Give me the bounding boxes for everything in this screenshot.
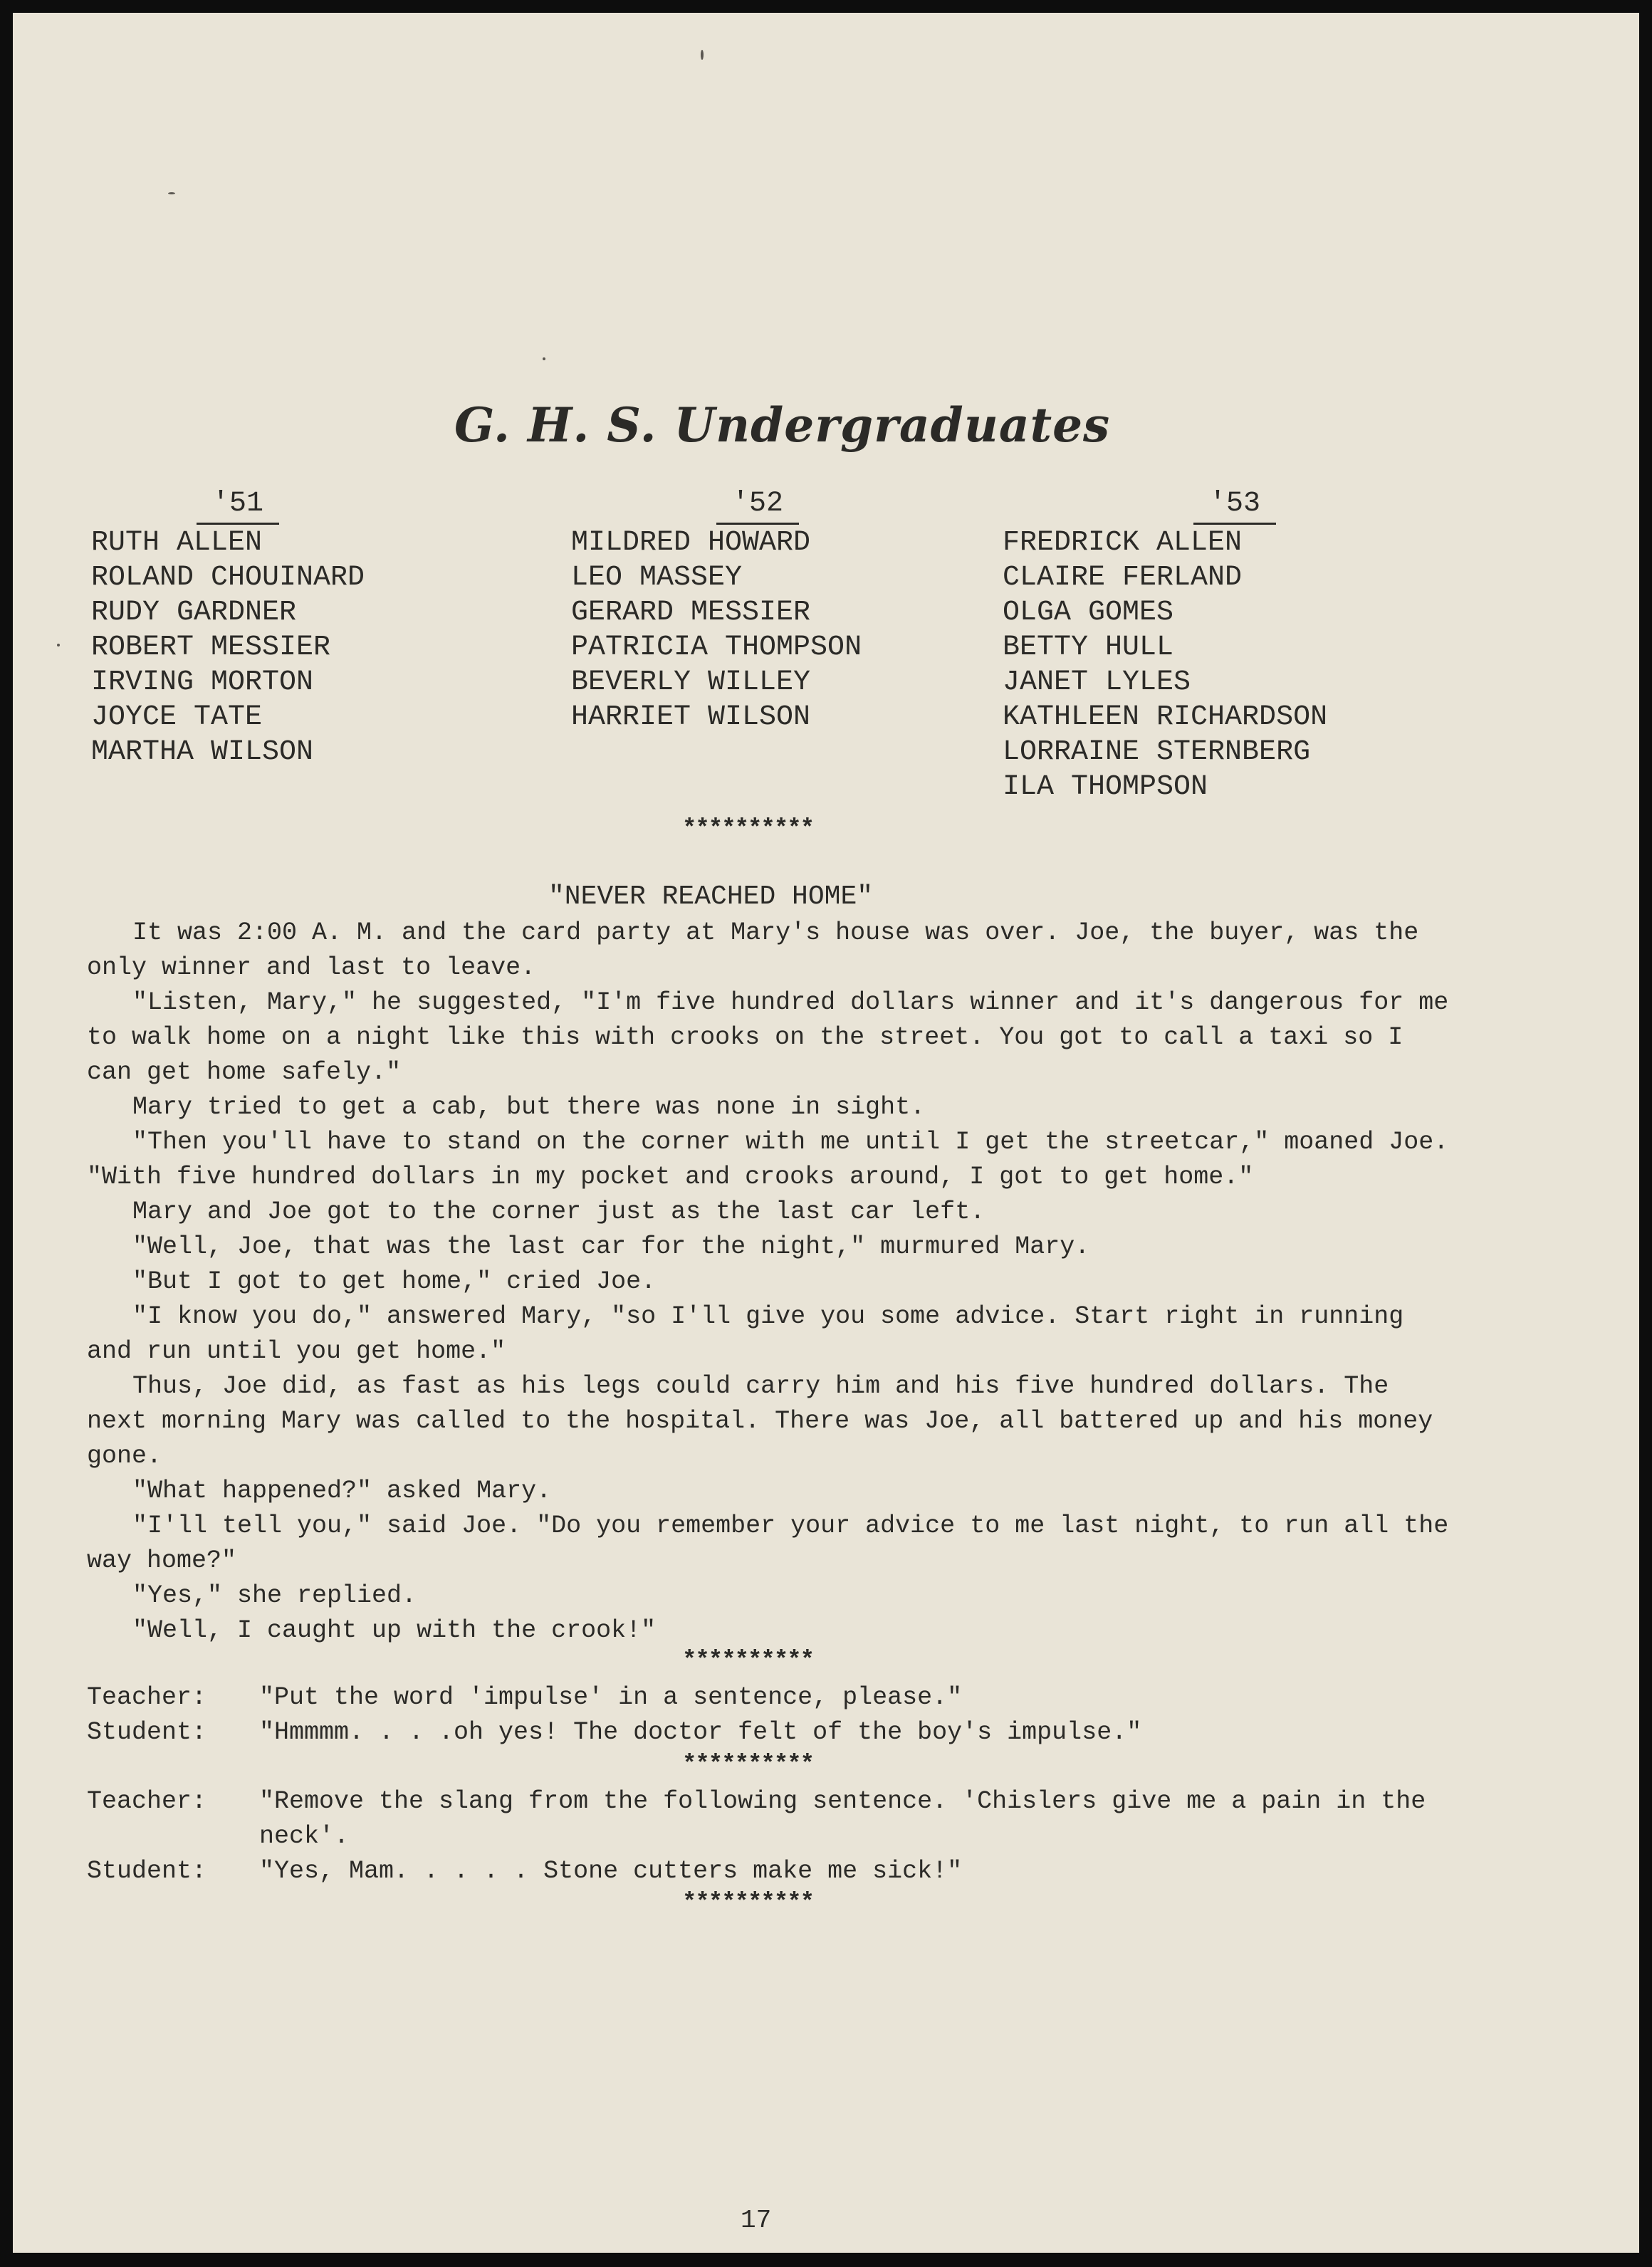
student-name: KATHLEEN RICHARDSON <box>1003 701 1328 733</box>
student-name: FREDRICK ALLEN <box>1003 527 1243 559</box>
print-speck <box>57 644 60 646</box>
class-year-heading: '53 <box>1193 486 1276 525</box>
yearbook-page <box>13 13 1639 2253</box>
story-paragraph: Mary tried to get a cab, but there was none in sight. <box>132 1093 926 1121</box>
story-paragraph: "Listen, Mary," he suggested, "I'm five hundred dollars winner and it's dangerous for me to walk home on a night like this with crooks on the street. You got to call a taxi so I can get home safely." <box>87 988 1449 1087</box>
student-name: MARTHA WILSON <box>91 736 314 768</box>
student-name: CLAIRE FERLAND <box>1003 562 1243 594</box>
story-paragraph: "Then you'll have to stand on the corner with me until I get the streetcar," moaned Joe. "With five hundred dollars in my pocket and crooks around, I got to get home." <box>87 1128 1449 1191</box>
dialog-text: "Remove the slang from the following sentence. 'Chislers give me a pain in the neck'. <box>259 1787 1426 1850</box>
story-paragraph: "What happened?" asked Mary. <box>132 1477 552 1505</box>
story-body <box>87 916 1454 1648</box>
dialog-line <box>87 1854 1454 1889</box>
student-name: MILDRED HOWARD <box>571 527 811 559</box>
print-speck <box>701 50 704 60</box>
speaker-label: Student: <box>87 1718 207 1747</box>
dialog-line <box>87 1715 1454 1750</box>
speaker-label: Teacher: <box>87 1683 207 1712</box>
page-title: G. H. S. Undergraduates <box>454 397 1111 453</box>
dialog-line <box>87 1680 1454 1715</box>
story-paragraph: "I'll tell you," said Joe. "Do you remember your advice to me last night, to run all the way home?" <box>87 1512 1449 1575</box>
story-paragraph: It was 2:00 A. M. and the card party at Mary's house was over. Joe, the buyer, was the only winner and last to leave. <box>87 918 1419 982</box>
class-of-53-column <box>1003 488 1328 805</box>
joke-impulse <box>87 1680 1454 1750</box>
page-number: 17 <box>741 2206 772 2235</box>
student-name: HARRIET WILSON <box>571 701 811 733</box>
dialog-line <box>87 1784 1454 1854</box>
student-name: BETTY HULL <box>1003 632 1174 664</box>
student-name: GERARD MESSIER <box>571 597 811 629</box>
story-paragraph: "Well, Joe, that was the last car for the night," murmured Mary. <box>132 1232 1090 1261</box>
section-separator: ********** <box>682 1752 814 1779</box>
class-of-52-column <box>571 488 862 735</box>
class-year-heading: '51 <box>197 486 279 525</box>
dialog-text: "Hmmmm. . . .oh yes! The doctor felt of the boy's impulse." <box>259 1718 1142 1747</box>
dialog-text: "Yes, Mam. . . . . Stone cutters make me sick!" <box>259 1857 963 1885</box>
story-paragraph: Thus, Joe did, as fast as his legs could carry him and his five hundred dollars. The next morning Mary was called to the hospital. There was Joe, all battered up and his money gone. <box>87 1372 1433 1470</box>
student-name: BEVERLY WILLEY <box>571 666 811 698</box>
student-name: LEO MASSEY <box>571 562 743 594</box>
speaker-label: Student: <box>87 1857 207 1885</box>
story-paragraph: "Yes," she replied. <box>132 1581 417 1610</box>
student-name: RUDY GARDNER <box>91 597 297 629</box>
speaker-label: Teacher: <box>87 1787 207 1816</box>
print-speck <box>168 192 175 194</box>
story-paragraph: Mary and Joe got to the corner just as the last car left. <box>132 1198 986 1226</box>
class-of-51-column <box>91 488 365 770</box>
story-paragraph: "But I got to get home," cried Joe. <box>132 1267 657 1296</box>
dialog-text: "Put the word 'impulse' in a sentence, please." <box>259 1683 963 1712</box>
class-year-heading: '52 <box>716 486 799 525</box>
story-paragraph: "Well, I caught up with the crook!" <box>132 1616 657 1645</box>
student-name: LORRAINE STERNBERG <box>1003 736 1311 768</box>
story-paragraph: "I know you do," answered Mary, "so I'll give you some advice. Start right in running and run until you get home." <box>87 1302 1404 1366</box>
student-name: OLGA GOMES <box>1003 597 1174 629</box>
student-name: ILA THOMPSON <box>1003 771 1208 803</box>
section-separator: ********** <box>682 1890 814 1917</box>
student-name: IRVING MORTON <box>91 666 314 698</box>
section-separator: ********** <box>682 816 814 843</box>
section-separator: ********** <box>682 1648 814 1675</box>
student-name: ROBERT MESSIER <box>91 632 331 664</box>
print-speck <box>543 357 545 360</box>
student-name: JOYCE TATE <box>91 701 263 733</box>
student-name: ROLAND CHOUINARD <box>91 562 365 594</box>
student-name: PATRICIA THOMPSON <box>571 632 862 664</box>
story-title: "NEVER REACHED HOME" <box>548 881 874 912</box>
student-name: RUTH ALLEN <box>91 527 263 559</box>
joke-slang <box>87 1784 1454 1889</box>
student-name: JANET LYLES <box>1003 666 1191 698</box>
